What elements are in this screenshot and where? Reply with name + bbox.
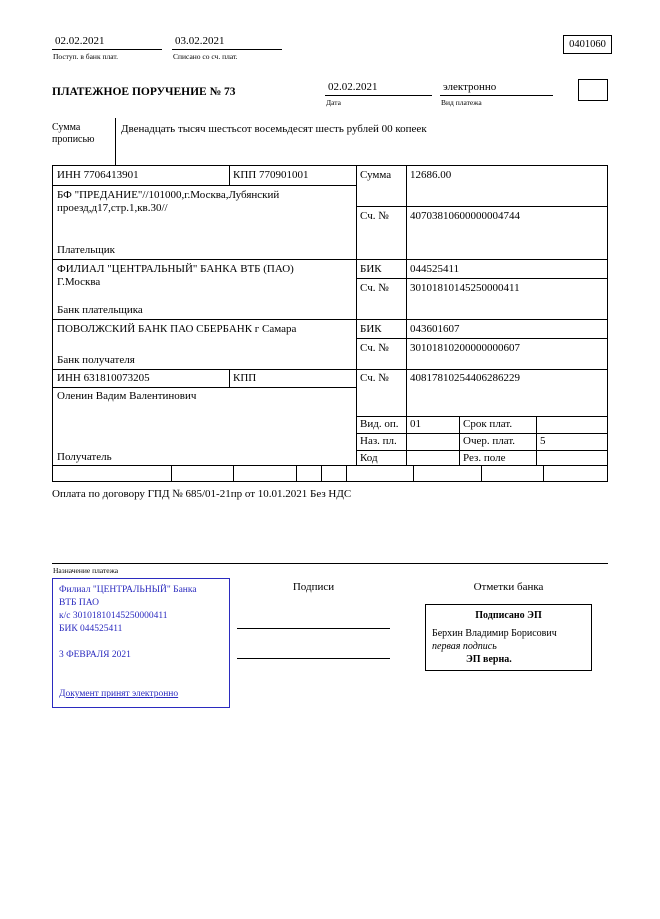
stamp-bank-line2: ВТБ ПАО (59, 598, 99, 608)
payment-purpose-text: Оплата по договору ГПД № 685/01-21пр от 10.01.2021 Без НДС (52, 488, 352, 500)
payee-bank-account-value: 30101810200000000607 (410, 342, 520, 354)
amount-words-value: Двенадцать тысяч шестьсот восемьдесят шесть рублей 00 копеек (121, 123, 427, 135)
tax-row-divider (296, 466, 297, 481)
debited-date-value: 03.02.2021 (172, 34, 282, 50)
payer-bank-bik-value: 044525411 (410, 263, 460, 275)
payee-bank-bik-label: БИК (360, 323, 382, 335)
tax-row-divider (413, 466, 414, 481)
payer-bank-account-label: Сч. № (360, 282, 389, 294)
received-date-value: 02.02.2021 (52, 34, 162, 50)
received-date-field (52, 34, 162, 61)
esign-title: Подписано ЭП (475, 610, 542, 621)
payee-inn: ИНН 631810073205 (57, 372, 150, 384)
payer-bank-name (57, 263, 353, 289)
table-divider (356, 206, 607, 207)
payer-bank-bik-label: БИК (360, 263, 382, 275)
payee-name: Оленин Вадим Валентинович (57, 390, 197, 402)
table-divider (53, 387, 356, 388)
payee-account-value: 40817810254406286229 (410, 372, 520, 384)
table-divider (356, 450, 607, 451)
amount-value: 12686.00 (410, 169, 452, 181)
tax-row-divider (346, 466, 347, 481)
debited-date-label: Списано со сч. плат. (173, 52, 238, 61)
stamp-bank-line1: Филиал "ЦЕНТРАЛЬНЫЙ" Банка (59, 585, 197, 595)
stamp-corr-account: к/с 30101810145250000411 (59, 611, 168, 621)
payer-bank-caption: Банк плательщика (57, 304, 143, 316)
bank-marks-label: Отметки банка (473, 581, 544, 593)
payer-bank-name-line2: Г.Москва (57, 276, 101, 288)
payee-bank-name: ПОВОЛЖСКИЙ БАНК ПАО СБЕРБАНК г Самара (57, 323, 297, 335)
payer-name-line1: БФ "ПРЕДАНИЕ"//101000,г.Москва,Лубянский (57, 189, 280, 201)
bank-stamp (52, 578, 230, 708)
priority-label: Очер. плат. (463, 435, 516, 447)
tax-fields-row (52, 466, 608, 482)
table-divider (356, 416, 607, 417)
payee-bank-account-label: Сч. № (360, 342, 389, 354)
doc-date-label: Дата (326, 98, 341, 107)
purpose-code-label: Наз. пл. (360, 435, 397, 447)
esign-box (425, 604, 592, 671)
received-date-label: Поступ. в банк плат. (53, 52, 118, 61)
payer-caption: Плательщик (57, 244, 115, 256)
payer-bank-account-value: 30101810145250000411 (410, 282, 520, 294)
payee-bank-bik-value: 043601607 (410, 323, 460, 335)
table-divider (53, 319, 607, 320)
priority-value: 5 (540, 435, 546, 447)
form-code-box: 0401060 (563, 35, 612, 54)
payer-inn: ИНН 7706413901 (57, 169, 139, 181)
payer-account-label: Сч. № (360, 210, 389, 222)
amount-words-divider (115, 118, 116, 165)
tax-row-divider (233, 466, 234, 481)
amount-words-label-line2: прописью (52, 134, 95, 145)
amount-words-label-line1: Сумма (52, 122, 81, 133)
table-divider (356, 278, 607, 279)
payer-account-value: 40703810600000004744 (410, 210, 520, 222)
doc-date-field (325, 80, 432, 107)
payee-caption: Получатель (57, 451, 112, 463)
esign-status: ЭП верна. (466, 654, 512, 665)
op-kind-label: Вид. оп. (360, 418, 399, 430)
esign-name: Берхин Владимир Борисович (432, 628, 557, 639)
tax-row-divider (543, 466, 544, 481)
payer-kpp: КПП 770901001 (233, 169, 309, 181)
due-date-label: Срок плат. (463, 418, 513, 430)
stamp-bik: БИК 044525411 (59, 624, 123, 634)
payer-name-line2: проезд,д17,стр.1,кв.30// (57, 202, 168, 214)
payment-kind-value: электронно (440, 80, 553, 96)
table-divider (53, 369, 607, 370)
tax-row-divider (481, 466, 482, 481)
stamp-note: Документ принят электронно (59, 689, 179, 699)
payment-table (52, 165, 608, 466)
payment-kind-field (440, 80, 553, 107)
table-divider (356, 433, 607, 434)
stamp-date: 3 ФЕВРАЛЯ 2021 (59, 650, 131, 660)
table-divider (53, 185, 356, 186)
debited-date-field (172, 34, 282, 61)
tax-row-divider (171, 466, 172, 481)
doc-title: ПЛАТЕЖНОЕ ПОРУЧЕНИЕ № 73 (52, 86, 236, 98)
table-divider (229, 369, 230, 387)
payee-account-label: Сч. № (360, 372, 389, 384)
amount-label: Сумма (360, 169, 392, 181)
table-divider (356, 166, 357, 465)
payer-bank-name-line1: ФИЛИАЛ "ЦЕНТРАЛЬНЫЙ" БАНКА ВТБ (ПАО) (57, 263, 294, 275)
table-divider (536, 416, 537, 465)
table-divider (459, 416, 460, 465)
tax-row-divider (321, 466, 322, 481)
priority-box (578, 79, 608, 101)
payer-name (57, 189, 353, 215)
payment-purpose-caption: Назначение платежа (53, 566, 119, 575)
table-divider (53, 259, 607, 260)
table-divider (229, 166, 230, 185)
signature-line (237, 658, 390, 659)
signatures-label: Подписи (292, 581, 335, 593)
reserve-field-label: Рез. поле (463, 452, 506, 464)
signature-line (237, 628, 390, 629)
doc-date-value: 02.02.2021 (325, 80, 432, 96)
table-divider (406, 166, 407, 465)
payee-kpp-label: КПП (233, 372, 257, 384)
op-kind-value: 01 (410, 418, 421, 430)
esign-role: первая подпись (432, 641, 497, 652)
code-label: Код (360, 452, 378, 464)
amount-words-label (52, 122, 95, 146)
payee-bank-caption: Банк получателя (57, 354, 135, 366)
payment-kind-label: Вид платежа (441, 98, 482, 107)
table-divider (356, 338, 607, 339)
